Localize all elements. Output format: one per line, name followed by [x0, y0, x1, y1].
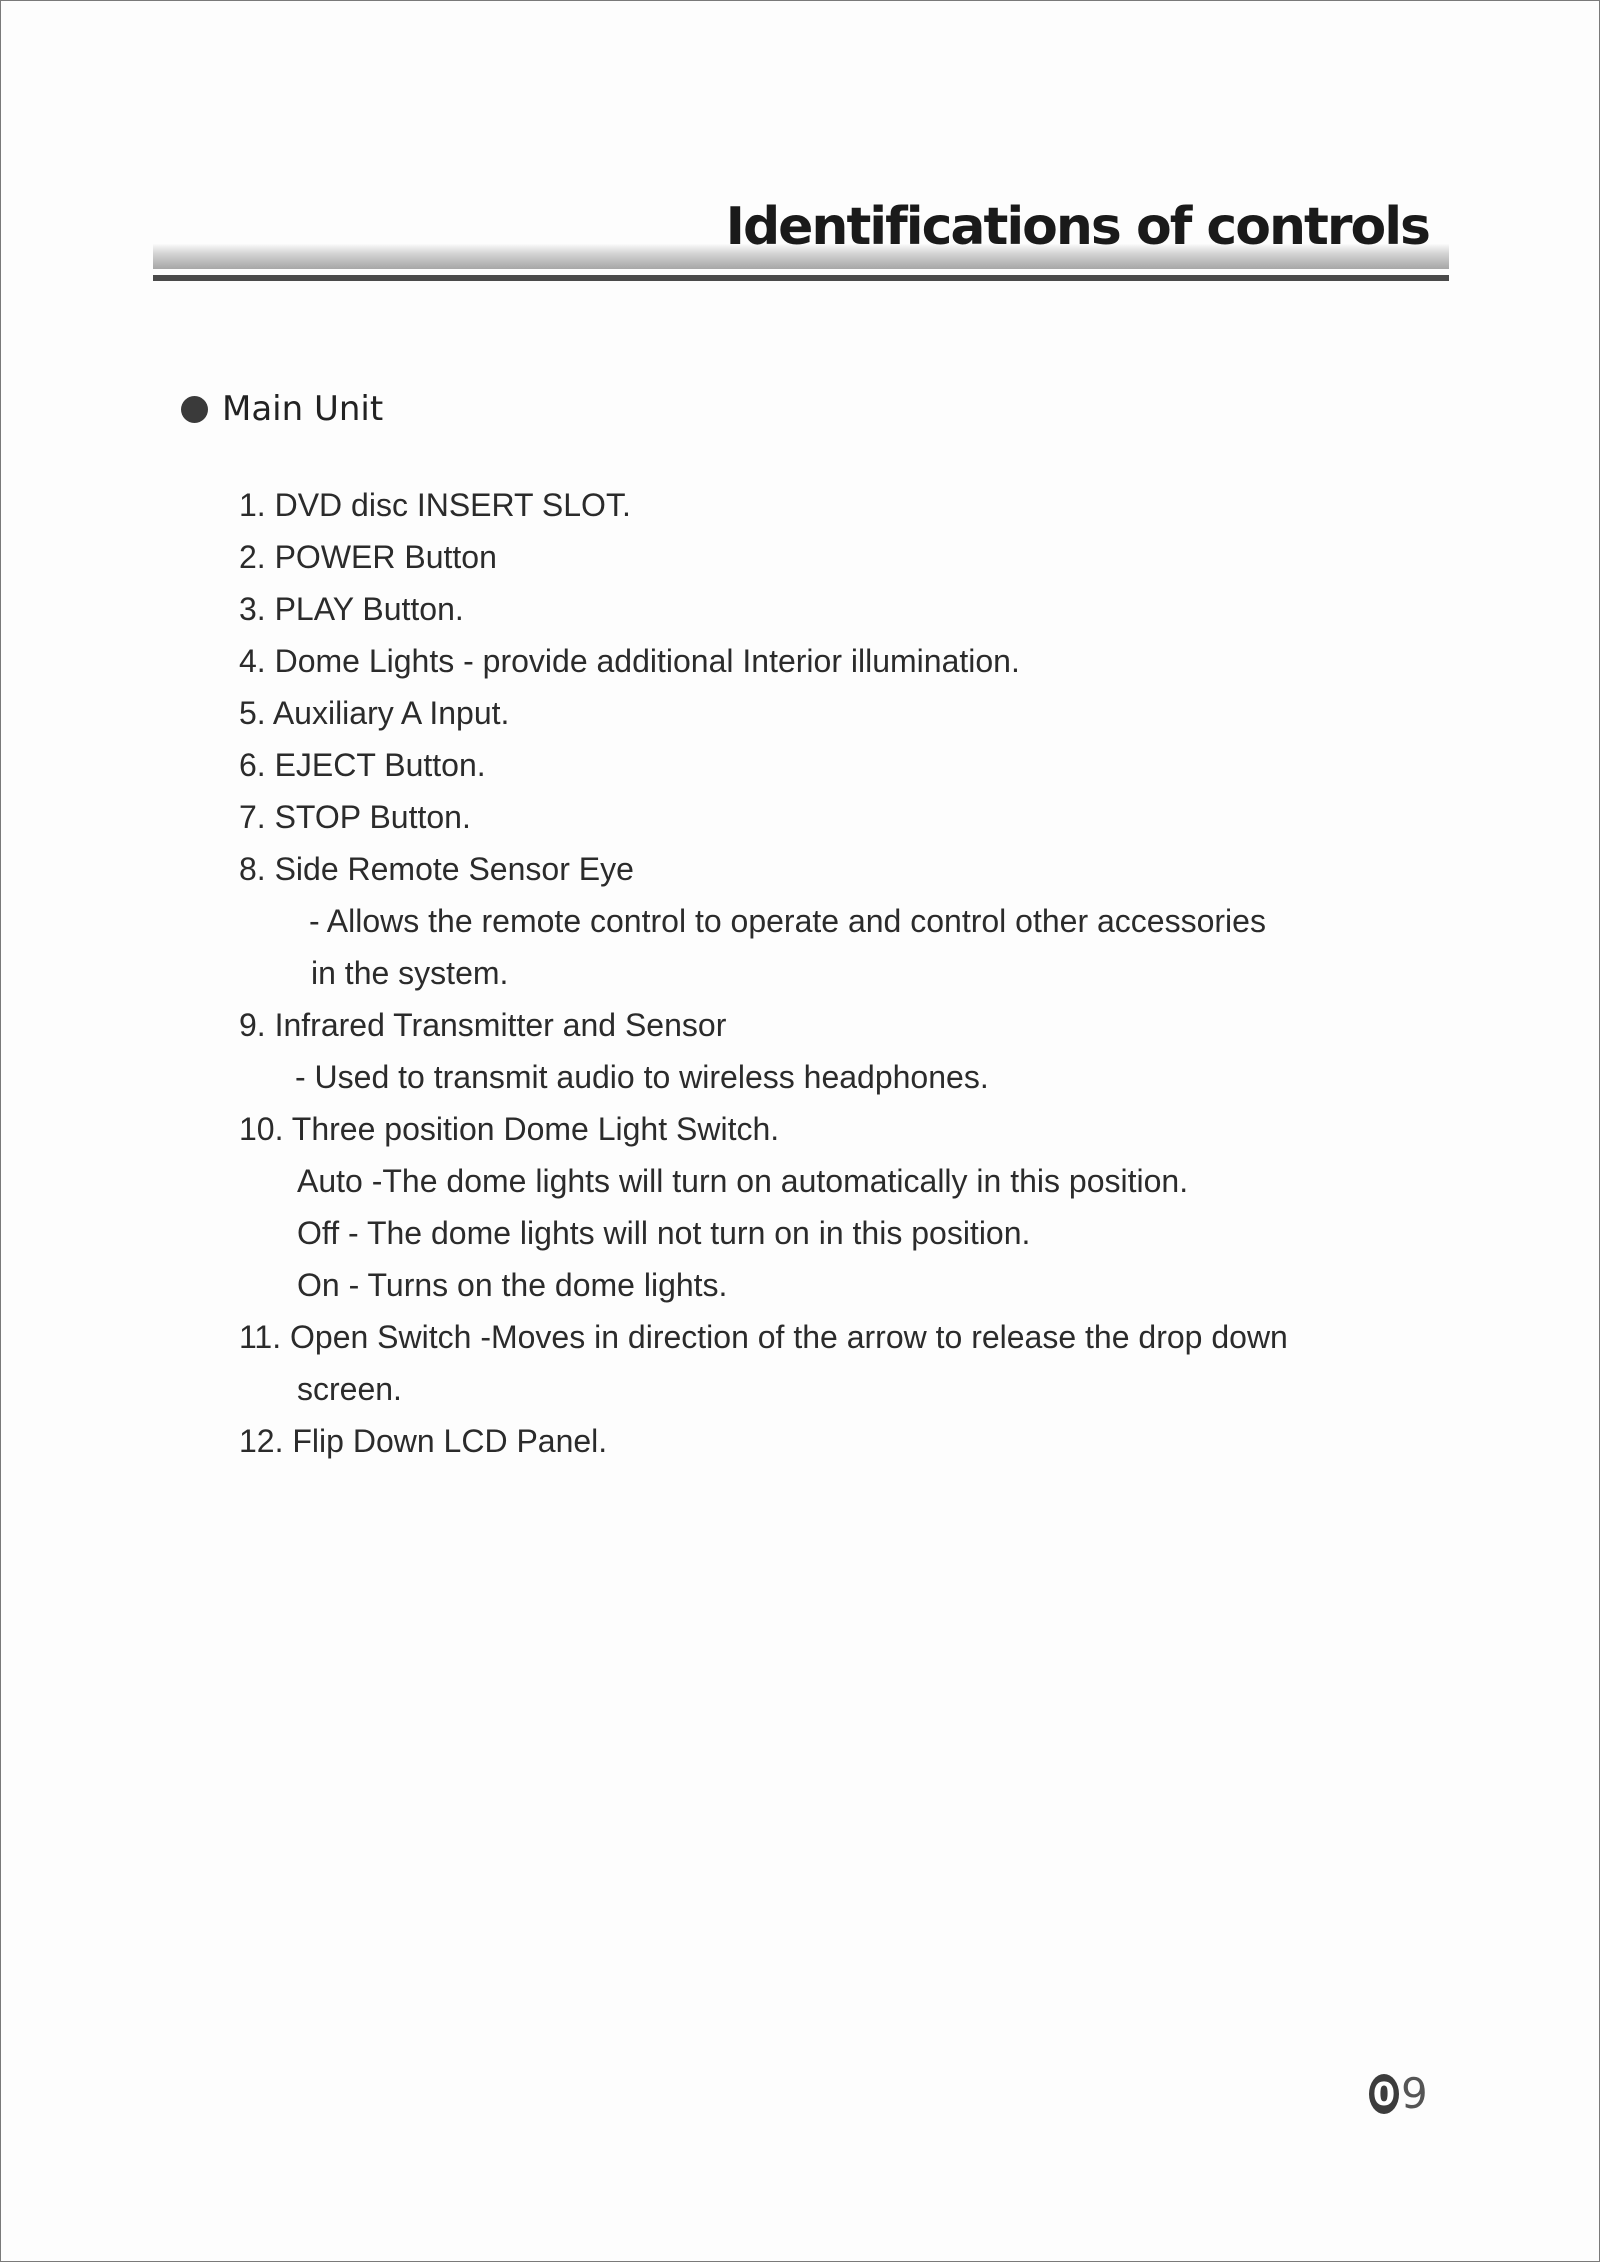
- page-title: Identifications of controls: [725, 197, 1429, 257]
- list-item: 9. Infrared Transmitter and Sensor: [239, 1007, 727, 1043]
- list-item: 10. Three position Dome Light Switch.: [239, 1111, 780, 1147]
- list-item-detail: Auto -The dome lights will turn on automatically in this position.: [297, 1163, 1189, 1199]
- list-item: 6. EJECT Button.: [239, 747, 486, 783]
- list-item-detail: in the system.: [311, 955, 509, 991]
- list-item-detail: - Allows the remote control to operate and control other accessories: [309, 903, 1266, 939]
- page-number: [1369, 2069, 1428, 2118]
- list-item: 8. Side Remote Sensor Eye: [239, 851, 634, 887]
- list-item: 1. DVD disc INSERT SLOT.: [239, 487, 631, 523]
- list-item: 11. Open Switch -Moves in direction of the arrow to release the drop down: [239, 1319, 1288, 1355]
- list-item: 7. STOP Button.: [239, 799, 471, 835]
- header-rule: [153, 275, 1449, 281]
- list-item: 4. Dome Lights - provide additional Interior illumination.: [239, 643, 1020, 679]
- list-item: 3. PLAY Button.: [239, 591, 464, 627]
- section-heading-text: Main Unit: [222, 389, 384, 429]
- section-heading: [181, 389, 383, 429]
- list-item-detail: screen.: [297, 1371, 402, 1407]
- list-item-detail: On - Turns on the dome lights.: [297, 1267, 728, 1303]
- bullet-icon: [181, 396, 208, 423]
- controls-list: [239, 479, 1389, 1467]
- page-number-tens: 0: [1369, 2074, 1399, 2114]
- list-item-detail: Off - The dome lights will not turn on in this position.: [297, 1215, 1031, 1251]
- page-header: [153, 191, 1449, 283]
- list-item-detail: - Used to transmit audio to wireless headphones.: [295, 1059, 989, 1095]
- list-item: 12. Flip Down LCD Panel.: [239, 1423, 608, 1459]
- list-item: 2. POWER Button: [239, 539, 497, 575]
- list-item: 5. Auxiliary A Input.: [239, 695, 510, 731]
- page-number-ones: 9: [1401, 2069, 1428, 2118]
